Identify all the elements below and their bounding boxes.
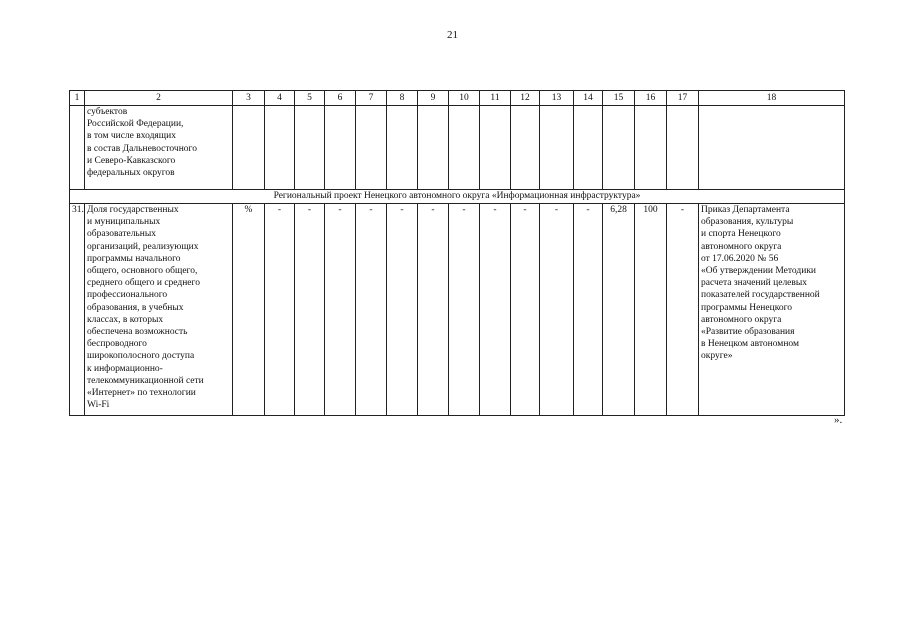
value-cell: - [418, 204, 449, 416]
unit-cell: % [233, 204, 265, 416]
header-cell: 2 [85, 91, 233, 106]
value-cell [574, 106, 603, 190]
header-row [70, 91, 845, 106]
header-cell: 14 [574, 91, 603, 106]
header-cell: 4 [265, 91, 295, 106]
section-title: Региональный проект Ненецкого автономного округа «Информационная инфраструктура» [70, 190, 845, 204]
closing-quote-mark: ». [834, 414, 843, 426]
value-cell: - [356, 204, 387, 416]
value-cell [418, 106, 449, 190]
value-cell [480, 106, 511, 190]
value-cell [265, 106, 295, 190]
header-cell: 9 [418, 91, 449, 106]
header-cell: 11 [480, 91, 511, 106]
page-number: 21 [447, 29, 458, 41]
value-cell [449, 106, 480, 190]
header-cell: 10 [449, 91, 480, 106]
value-cell [325, 106, 356, 190]
table-row-continued [70, 106, 845, 190]
indicator-table [69, 90, 845, 416]
header-cell: 6 [325, 91, 356, 106]
header-cell: 18 [699, 91, 845, 106]
value-cell [387, 106, 418, 190]
table-row-31 [70, 204, 845, 416]
value-cell [295, 106, 325, 190]
value-cell: - [540, 204, 574, 416]
value-cell: - [480, 204, 511, 416]
header-cell: 7 [356, 91, 387, 106]
value-cell [603, 106, 635, 190]
header-cell: 12 [511, 91, 540, 106]
row-number-cell [70, 106, 85, 190]
value-cell [635, 106, 667, 190]
header-cell: 5 [295, 91, 325, 106]
value-cell: 6,28 [603, 204, 635, 416]
header-cell: 13 [540, 91, 574, 106]
value-cell: - [511, 204, 540, 416]
header-cell: 8 [387, 91, 418, 106]
header-cell: 15 [603, 91, 635, 106]
value-cell: - [387, 204, 418, 416]
value-cell: 100 [635, 204, 667, 416]
value-cell [540, 106, 574, 190]
value-cell: - [325, 204, 356, 416]
value-cell: - [449, 204, 480, 416]
indicator-name-cell: субъектов Российской Федерации, в том числе входящих в состав Дальневосточного и Северо-Кавказского федеральных округов [85, 106, 233, 190]
value-cell [233, 106, 265, 190]
value-cell: - [667, 204, 699, 416]
header-cell: 3 [233, 91, 265, 106]
section-row [70, 190, 845, 204]
header-cell: 1 [70, 91, 85, 106]
row-number-cell: 31. [70, 204, 85, 416]
value-cell [511, 106, 540, 190]
value-cell [356, 106, 387, 190]
value-cell [667, 106, 699, 190]
header-cell: 17 [667, 91, 699, 106]
source-cell: Приказ Департамента образования, культуры и спорта Ненецкого автономного округа от 17.06.2020 № 56 «Об утверждении Методики расчета значений целевых показателей государственной программы Ненецкого автономного округа «Развитие образования в Ненецком автономном округе» [699, 204, 845, 416]
indicator-name-cell: Доля государственных и муниципальных образовательных организаций, реализующих программы начального общего, основного общего, среднего общего и среднего профессионального образования, в учебных классах, в которых обеспечена возможность беспроводного широкополосного доступа к информационно- телекоммуникационной сети «Интернет» по технологии Wi-Fi [85, 204, 233, 416]
header-cell: 16 [635, 91, 667, 106]
value-cell: - [265, 204, 295, 416]
source-cell [699, 106, 845, 190]
value-cell: - [295, 204, 325, 416]
value-cell: - [574, 204, 603, 416]
